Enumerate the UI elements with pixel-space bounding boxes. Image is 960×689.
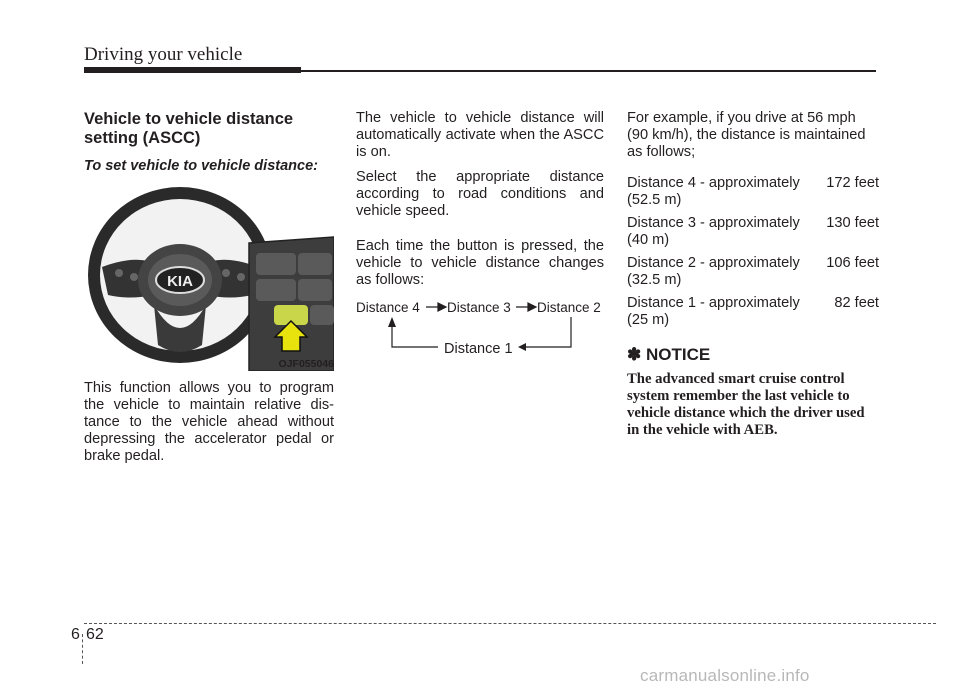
distance-metric: (52.5 m)	[627, 192, 682, 208]
distance-row	[627, 255, 879, 289]
paragraph-changes: Each time the button is pressed, the vehicle to vehicle distance changes as follows:	[356, 238, 604, 288]
steering-wheel-figure	[84, 175, 334, 371]
distance-row	[627, 215, 879, 249]
sub-heading: To set vehicle to vehicle distance:	[84, 158, 318, 174]
body-paragraph: This function allows you to program the vehicle to maintain relative dis-tance to the vehicle ahead without depressing the accelerator pedal or brake pedal.	[84, 380, 334, 464]
example-intro: For example, if you drive at 56 mph (90 km/h), the distance is maintained as follows;	[627, 110, 866, 160]
distance-feet: 130 feet	[826, 215, 879, 231]
distance-metric: (25 m)	[627, 312, 670, 328]
arrow-icon	[426, 303, 446, 311]
column-3	[627, 110, 879, 439]
distance-3-label: Distance 3	[447, 300, 511, 315]
page-header-title: Driving your vehicle	[84, 44, 243, 65]
header-rule-thin	[301, 70, 876, 72]
notice-text: The advanced smart cruise control system remember the last vehicle to vehicle distance which the driver used in the vehicle with AEB.	[627, 371, 865, 438]
steering-wheel-illustration	[84, 175, 334, 371]
notice-title: ✽ NOTICE	[627, 345, 711, 364]
column-1-body	[84, 380, 334, 465]
arrow-left-icon	[518, 343, 526, 351]
distance-label: Distance 2 - approximately	[627, 255, 800, 271]
distance-feet: 82 feet	[834, 295, 879, 311]
chapter-number: 6	[71, 626, 80, 643]
distance-row	[627, 175, 879, 209]
distance-label: Distance 4 - approximately	[627, 175, 800, 191]
page-number: 62	[86, 626, 104, 643]
arrow-icon	[516, 303, 536, 311]
distance-label: Distance 1 - approximately	[627, 295, 800, 311]
arrow-up-icon	[388, 317, 396, 327]
distance-feet: 106 feet	[826, 255, 879, 271]
header-rule-thick	[84, 67, 301, 73]
footer-divider	[82, 634, 83, 664]
kia-logo-text: KIA	[167, 273, 193, 290]
distance-metric: (32.5 m)	[627, 272, 682, 288]
column-2	[356, 110, 604, 289]
distance-1-label: Distance 1	[444, 341, 513, 357]
paragraph-select: Select the appropriate distance according to road conditions and vehicle speed.	[356, 169, 604, 219]
column-1	[84, 110, 334, 174]
distance-cycle-diagram	[356, 295, 606, 365]
distance-row	[627, 295, 879, 329]
distance-4-label: Distance 4	[356, 300, 420, 315]
figure-code: OJF055046	[278, 358, 334, 370]
distance-2-label: Distance 2	[537, 300, 601, 315]
paragraph-activate: The vehicle to vehicle distance will automatically activate when the ASCC is on.	[356, 110, 604, 160]
distance-feet: 172 feet	[826, 175, 879, 191]
section-heading: Vehicle to vehicle distance setting (ASCC)	[84, 110, 294, 147]
distance-metric: (40 m)	[627, 232, 670, 248]
distance-label: Distance 3 - approximately	[627, 215, 800, 231]
watermark-text: carmanualsonline.info	[640, 666, 810, 685]
footer-rule	[84, 623, 936, 624]
